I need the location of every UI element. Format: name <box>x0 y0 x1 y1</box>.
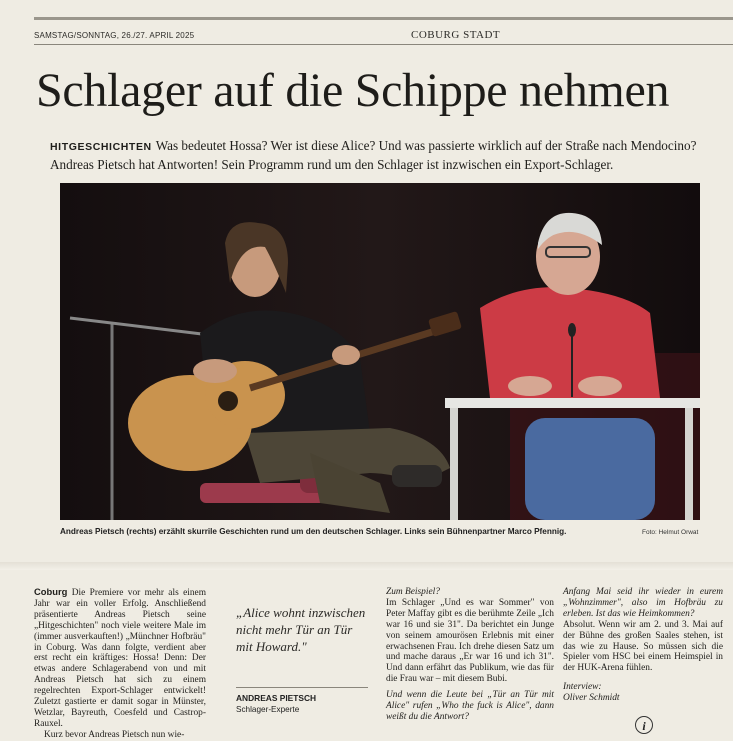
kicker: HITGESCHICHTEN <box>50 141 152 153</box>
interview-question-2: Und wenn die Leute bei „Tür an Tür mit Alice" rufen „Who the fuck is Alice", dann weißt du die Antwort? <box>386 690 554 722</box>
interviewer-name: Oliver Schmidt <box>563 693 620 704</box>
body-text-1: Die Premiere vor mehr als einem Jahr war ein voller Erfolg. Anschließend präsentierte Andreas Pietsch seine „Hitgeschichten" noch viele weitere Male im (immer ausverkauften!) „Münchner Hofbräu" in Coburg. Was dann folgte, verdient aber erst recht ein kräftiges: Hossa! Denn: Der etwas andere Schlagerabend von und mit Andreas Pietsch hat sich zu einem regelrechten Export-Schlager entwickelt! Zuletzt gastierte er damit sogar in Münster, Wetzlar, Bayreuth, Coesfeld und Castrop-Rauxel. <box>34 588 206 729</box>
interview-question-1: Zum Beispiel? <box>386 587 440 597</box>
top-rule <box>34 17 733 20</box>
body-column-1 <box>34 587 206 741</box>
section-title: COBURG STADT <box>411 29 501 41</box>
interview-question-3: Anfang Mai seid ihr wieder in eurem „Wohnzimmer", also im Hofbräu zu erleben. Ist das wie Heimkommen? <box>563 587 723 619</box>
dateline-city: Coburg <box>34 586 68 597</box>
photo-caption: Andreas Pietsch (rechts) erzählt skurrile Geschichten rund um den deutschen Schlager. Links sein Bühnenpartner Marco Pfennig. <box>60 527 567 536</box>
lead-paragraph <box>50 137 720 173</box>
interview-label: Interview: <box>563 682 602 693</box>
info-icon: i <box>635 716 653 734</box>
body-text-1-continued: Kurz bevor Andreas Pietsch nun wie- <box>44 729 185 740</box>
headline: Schlager auf die Schippe nehmen <box>36 64 670 117</box>
quote-author: ANDREAS PIETSCH <box>236 693 317 703</box>
body-column-4 <box>563 587 723 704</box>
pull-quote: „Alice wohnt inzwischen nicht mehr Tür an Tür mit Howard." <box>236 605 366 654</box>
quote-role: Schlager-Experte <box>236 705 300 714</box>
interview-answer-3: Absolut. Wenn wir am 2. und 3. Mai auf der Bühne des großen Saales stehen, ist das wie zu Hause. So müssen sich die Spieler vom HSC bei einem Heimspiel in der HUK-Arena fühlen. <box>563 619 723 674</box>
quote-divider <box>236 687 368 688</box>
page-fold <box>0 562 733 570</box>
stage-illustration <box>60 183 700 520</box>
photo-credit: Foto: Helmut Orwat <box>642 529 699 536</box>
masthead-rule <box>34 44 733 45</box>
interview-answer-1: Im Schlager „Und es war Sommer" von Peter Maffay gibt es die berühmte Zeile „Ich war 16 und sie 31". Da berichtet ein Junge von seinem amourösen Erlebnis mit einer erwachsenen Frau. Ich drehe diesen Satz um und mache daraus „Er war 16 und ich 31". Und dann erfährt das Publikum, wie das für die Frau war – mit diesem Bubi. <box>386 597 554 685</box>
lead-text: Was bedeutet Hossa? Wer ist diese Alice? Und was passierte wirklich auf der Straße nach Mendocino? Andreas Pietsch hat Antworten! Sein Programm rund um den Schlager ist inzwischen ein Export-Schlager. <box>50 138 697 172</box>
body-column-3 <box>386 587 554 723</box>
issue-date: SAMSTAG/SONNTAG, 26./27. APRIL 2025 <box>34 31 195 40</box>
stage-photo <box>60 183 700 520</box>
